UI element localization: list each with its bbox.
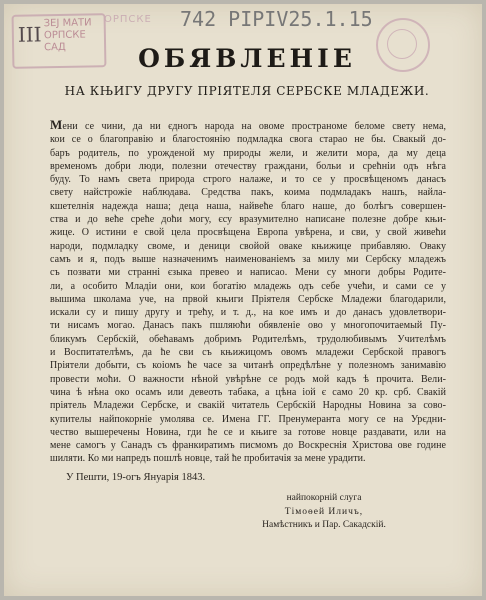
body-line: кшетелнія надежда наша; деца наша, найвећe благо наше, до болѣгъ совершен- bbox=[50, 200, 446, 212]
body-line: ли, а особито Младіи они, кои богатію младежь одъ себе учећи, и сами се у bbox=[50, 280, 446, 292]
body-line: мене самогъ у Санадъ съ франкиратимъ писмомъ до Воскреснія Христова ове године bbox=[50, 440, 446, 452]
body-line: шиляти. Ко ми напредъ пошлѣ новце, тай ће пробитачія за мене урадити. bbox=[50, 453, 366, 465]
body-line: временомъ добри люди, полезни отечеству граждани, больи и срећніи одъ нѣга bbox=[50, 160, 446, 172]
body-line: народи, подмладку своме, и деници свойой оваке књижице прибавляю. Оваку bbox=[50, 240, 446, 252]
body-line: буду. То намъ света природа строго налаже, и то се у просвѣщеномъ данасъ bbox=[50, 174, 446, 186]
document-title: ОБЯВЛЕНІЕ bbox=[138, 44, 356, 73]
document-date: У Пешти, 19-огъ Януарія 1843. bbox=[66, 472, 206, 483]
stamp-roman-numeral: III bbox=[17, 22, 42, 47]
stamp-line-2: ОРПСКЕ bbox=[43, 29, 86, 42]
body-line: и Воспитателѣмъ, да ће сви съ књижицомъ овомъ младежи Сербской правогъ bbox=[50, 347, 446, 359]
document-subtitle: НА КЊИГУ ДРУГУ ПРІЯТЕЛЯ СЕРБСКЕ МЛАДЕЖИ. bbox=[64, 84, 430, 98]
stamp-line-1: ЗЕЈ МАТИ bbox=[43, 17, 92, 30]
stamp-top-text: ОРПСКЕ bbox=[104, 14, 152, 25]
body-line: пріятель Младежи Сербске, и свакій читатель Сербскій Народны Новина за сово- bbox=[50, 400, 446, 412]
body-line: Мени се чини, да ни єдногъ народа на овоме пространоме беломе свету нема, bbox=[50, 118, 446, 132]
body-line: вышима школама уче, на првой књиги Пріятеля Сербске Младежи благодарили, bbox=[50, 293, 446, 305]
body-line: провести моћи. О важности нѣной увѣрѣне се родъ мой кадъ ѣ прочита. Вели- bbox=[50, 373, 446, 385]
body-line: бликумъ Сербскій, обећавамъ добримъ Родителѣмъ, трудолюбивымъ Учителѣмъ bbox=[50, 333, 446, 345]
body-line: жице. О истини е свой цела просвѣщена Европа увѣрена, и сви, у свой живећи bbox=[50, 227, 446, 239]
body-line: свету найстрожіе наблюдава. Средства пакъ, коима подмладакъ нашъ, найла- bbox=[50, 187, 446, 199]
body-line: ти нисамъ могао. Данасъ пакъ пшляюћи обявленіе ово у многопочитаемый Пу- bbox=[50, 320, 446, 332]
body-line: ства и до веће среће доћи могу, єсу вразумително написане полезне добре књи- bbox=[50, 214, 446, 226]
signature-title: Намѣстникъ и Пар. Сакадскій. bbox=[262, 520, 386, 530]
signature-name: Тімоѳей Иличъ, bbox=[284, 506, 364, 517]
signature-closing: найпокорній слуга bbox=[286, 493, 362, 503]
body-line: чина ѣ нѣна око осамъ или девеоть табака, а цѣна іой є само 20 кр. срб. Свакій bbox=[50, 386, 446, 398]
stamp-line-3: САД bbox=[44, 41, 66, 54]
body-line: самъ и я, подъ выше назначенимъ наименованiемъ за милу ми Сербску младежъ bbox=[50, 253, 446, 265]
body-line: съ позвати ми страннi єзыка превео и написао. Мени су многи добры Родите- bbox=[50, 267, 446, 279]
body-line: чество вышеречены Новина, гди ће се и књиге за готове новце раздавати, или на bbox=[50, 426, 446, 438]
body-line: баръ родитель, по урожденой му природы жели, и желити мора, да му деца bbox=[50, 147, 446, 159]
document-body bbox=[50, 118, 446, 466]
body-line: купителы найпокорніе умолява се. Имена ГГ. Пренумеранта могу се на Урєдни- bbox=[50, 413, 446, 425]
body-line: искали су и пишу другу и трећу, и т. д., на кое имъ и до данасъ удовлетвори- bbox=[50, 307, 446, 319]
signature-block bbox=[244, 492, 404, 533]
document-sheet bbox=[4, 4, 482, 596]
body-line: кои се о благоправію и благостоянію подмладка свога старао не бы. Свакый до- bbox=[50, 134, 446, 146]
body-line: Пріятели добыти, съ коіомъ ће часе за читанѣ опредѣлѣне у полезномъ занимавію bbox=[50, 360, 446, 372]
shelfmark-number: 742 PIPIV25.1.15 bbox=[180, 7, 373, 31]
